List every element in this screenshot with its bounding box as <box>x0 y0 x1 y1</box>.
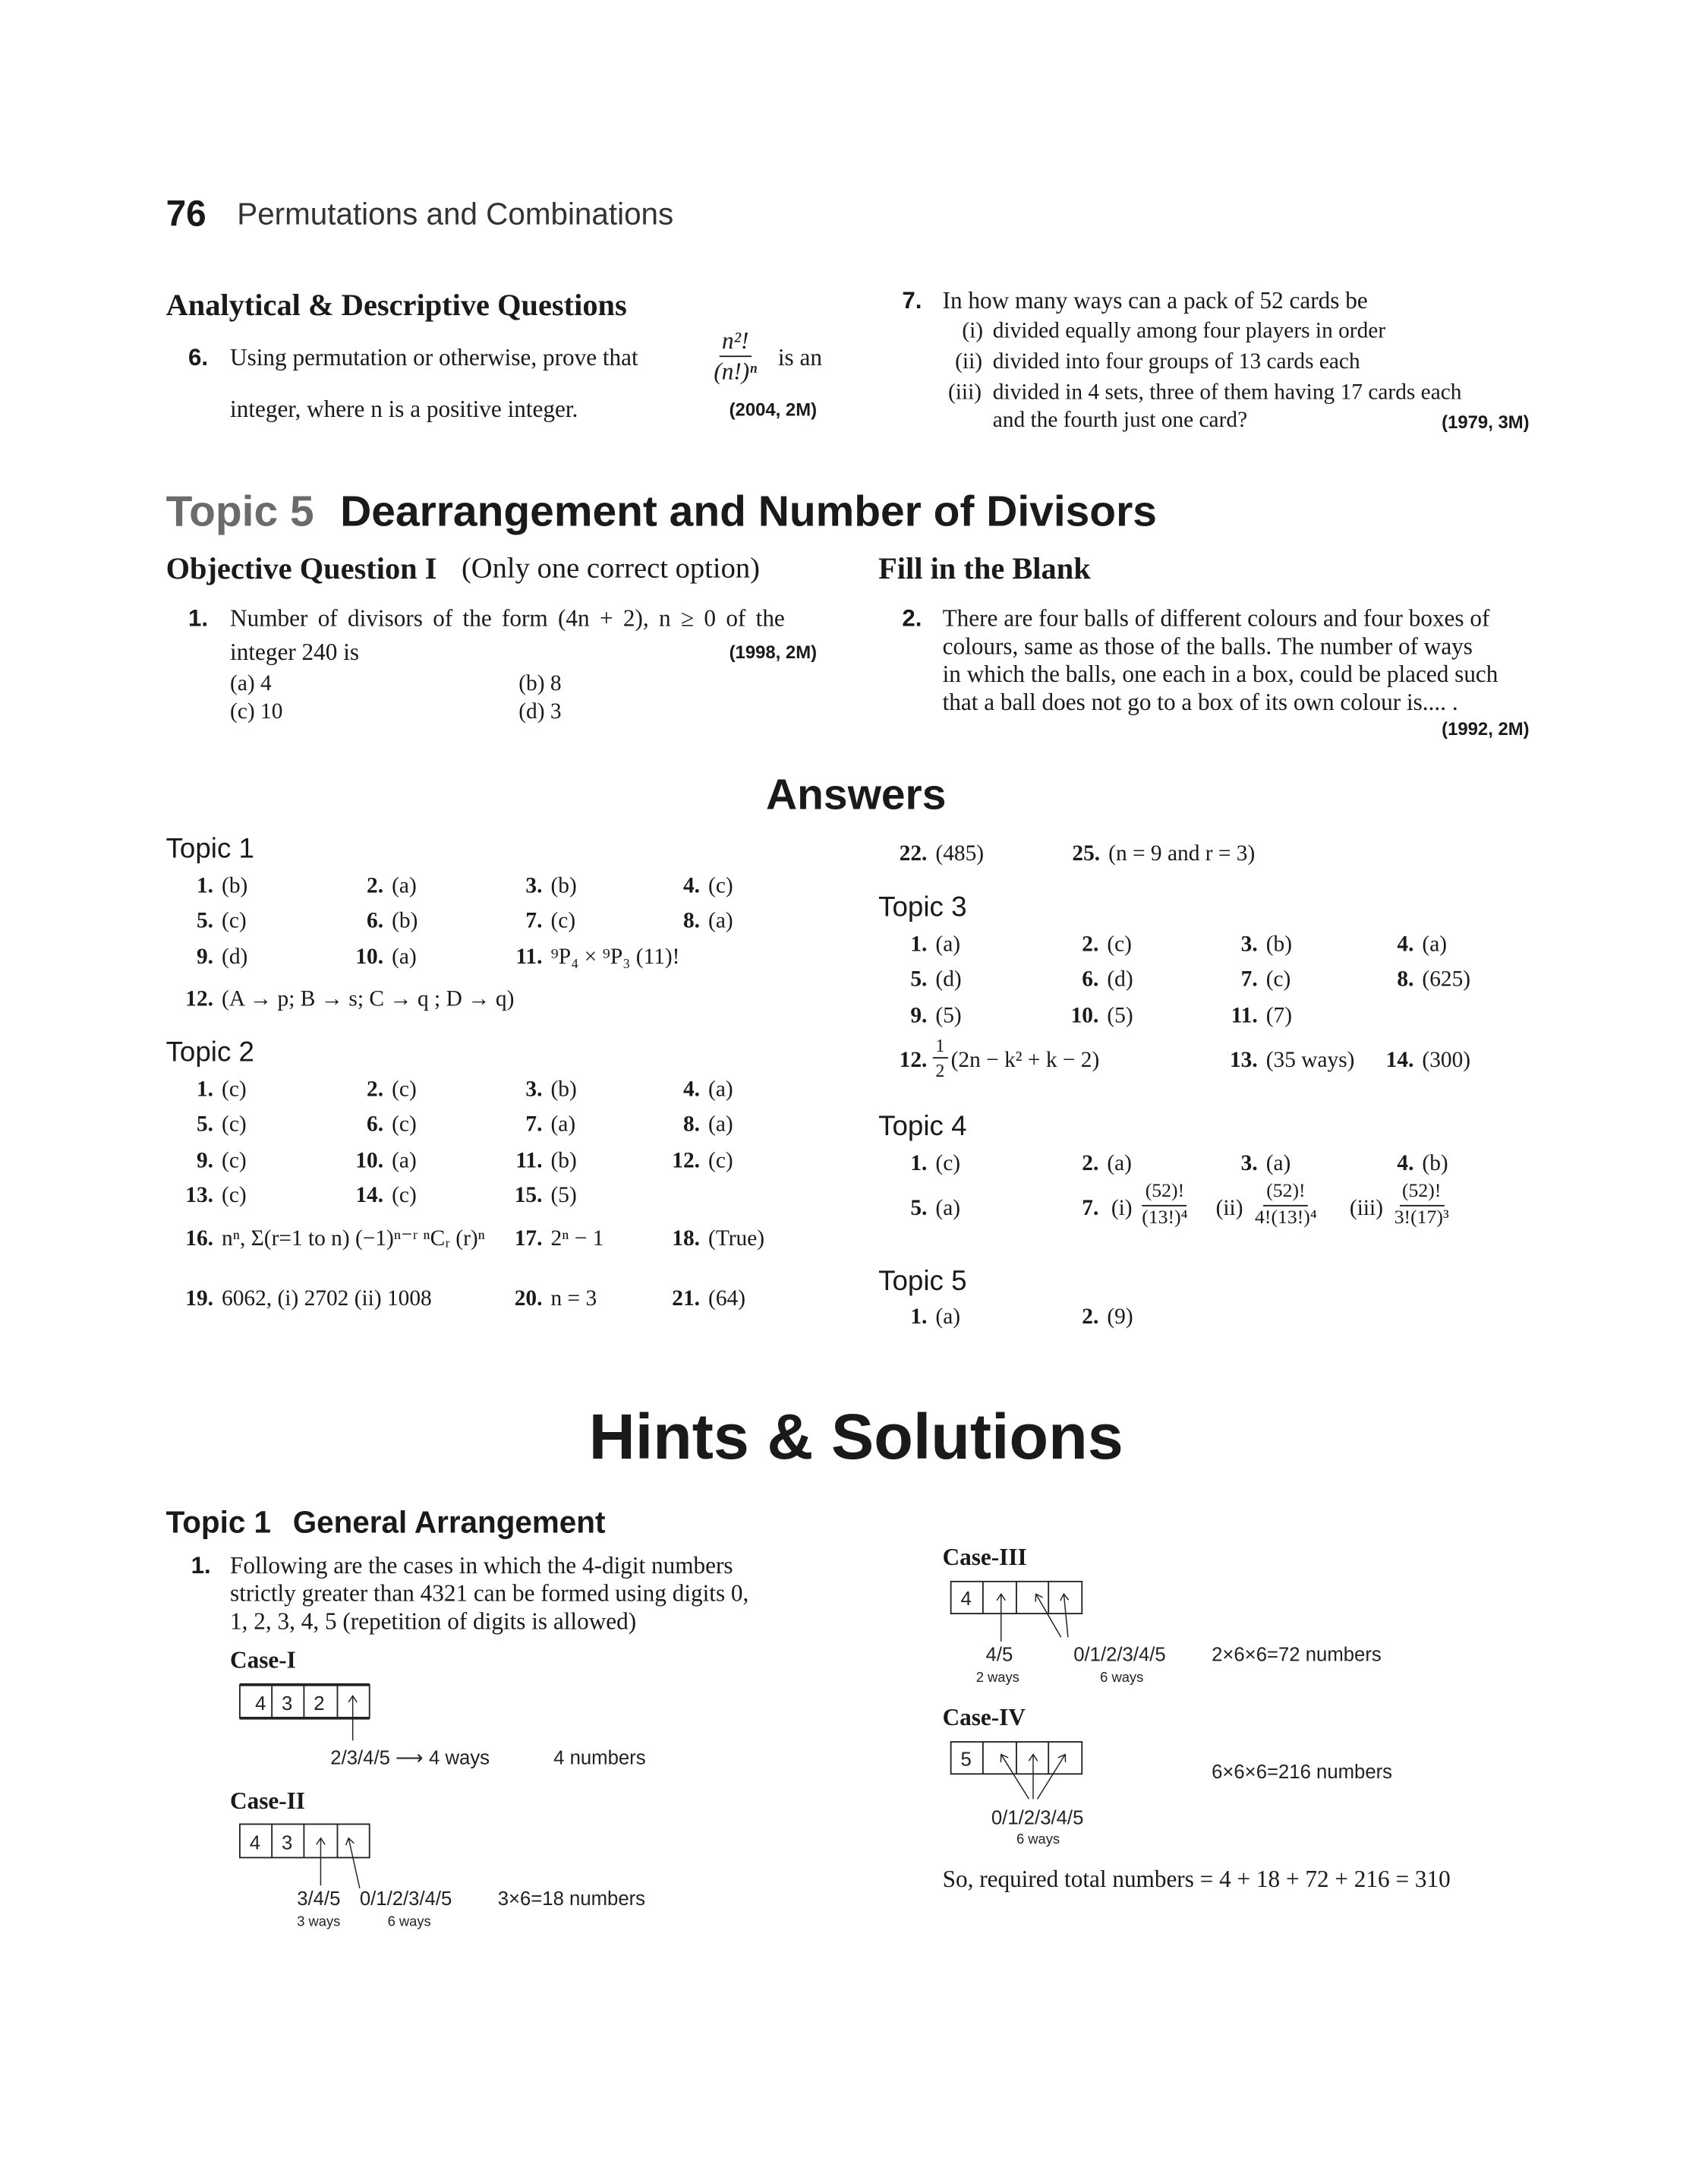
answer-value: (300) <box>1422 1049 1471 1073</box>
answer-value: (b) <box>222 874 248 898</box>
answer-value: (d) <box>935 967 962 992</box>
fraction-denominator: 4!(13!)⁴ <box>1255 1207 1317 1229</box>
answer-value: (9) <box>1107 1305 1133 1330</box>
answer-value: (b) <box>550 874 577 898</box>
part-label: (i) <box>962 319 984 343</box>
case-title: Case-IV <box>942 1704 1026 1731</box>
answer-number: 3. <box>525 874 543 898</box>
answer-value: (c) <box>1265 967 1291 992</box>
question-text: Using permutation or otherwise, prove that <box>230 344 638 371</box>
answer-number: 1. <box>196 1077 214 1102</box>
answer-value: (2n − k² + k − 2) <box>950 1049 1100 1073</box>
answer-value: n = 3 <box>550 1287 597 1311</box>
answer-value: (625) <box>1422 967 1471 992</box>
answer-number: 1. <box>910 932 928 957</box>
answer-value: (c) <box>708 874 733 898</box>
fraction-denominator: (n!)ⁿ <box>714 358 758 385</box>
ways-label: 6 ways <box>1100 1669 1144 1686</box>
answer-value: (True) <box>708 1227 765 1251</box>
digit-cell: 3 <box>282 1832 293 1854</box>
choice-label: 0/1/2/3/4/5 <box>1073 1644 1166 1666</box>
question-text: Number of divisors of the form (4n + 2), n ≥ 0 of the <box>230 605 785 633</box>
section-heading: Objective Question I <box>165 550 437 586</box>
ways-label: 3 ways <box>297 1913 341 1929</box>
topic-title: Dearrangement and Number of Divisors <box>340 487 1157 536</box>
question-number: 2. <box>902 605 922 633</box>
answers-topic-3: Topic 3 <box>878 892 967 923</box>
answer-value: (a) <box>392 1149 417 1173</box>
answer-value: (5) <box>935 1004 962 1028</box>
answer-number: 12. <box>899 1049 928 1073</box>
answer-value: (n = 9 and r = 3) <box>1108 842 1256 866</box>
answer-number: 1. <box>196 874 214 898</box>
answer-number: 9. <box>196 1149 214 1173</box>
source-tag: (1992, 2M) <box>1442 718 1530 740</box>
answer-value: (A → p; B → s; C → q ; D → q) <box>222 987 515 1011</box>
arrow-icon <box>1064 1594 1068 1637</box>
choice-label: 0/1/2/3/4/5 <box>991 1807 1084 1829</box>
answer-number: 17. <box>514 1227 543 1251</box>
option-d[interactable]: (d) 3 <box>518 700 562 724</box>
answer-number: 9. <box>910 1004 928 1028</box>
case-title: Case-II <box>230 1787 305 1815</box>
answer-number: 21. <box>672 1287 701 1311</box>
answer-number: 3. <box>1240 1152 1258 1176</box>
choice-label: 2/3/4/5 ⟶ 4 ways <box>330 1747 490 1769</box>
answer-number: 1. <box>910 1152 928 1176</box>
part-label: (i) <box>1111 1196 1133 1221</box>
answer-value: (35 ways) <box>1265 1049 1355 1073</box>
ways-label: 6 ways <box>1016 1831 1060 1847</box>
answer-number: 18. <box>672 1227 701 1251</box>
fraction-denominator: 3!(17)³ <box>1394 1207 1449 1229</box>
choice-label: 3/4/5 <box>297 1888 341 1910</box>
answer-number: 10. <box>355 1149 384 1173</box>
fraction-numerator: (52)! <box>1399 1183 1444 1207</box>
answer-number: 7. <box>1082 1196 1099 1221</box>
fraction-denominator: (13!)⁴ <box>1142 1207 1188 1229</box>
answer-number: 1. <box>910 1305 928 1330</box>
option-c[interactable]: (c) 10 <box>230 700 283 724</box>
answer-value: (c) <box>392 1077 417 1102</box>
answer-value: (a) <box>550 1112 576 1137</box>
answer-value: (a) <box>935 1196 961 1221</box>
answers-topic-4: Topic 4 <box>878 1111 967 1143</box>
digit-cell: 2 <box>314 1692 325 1715</box>
answer-number: 6. <box>1082 967 1099 992</box>
question-number: 7. <box>902 287 922 314</box>
source-tag: (2004, 2M) <box>729 399 818 420</box>
answers-heading: Answers <box>766 769 947 819</box>
fraction-numerator: (52)! <box>1264 1183 1309 1207</box>
answer-number: 7. <box>525 909 543 933</box>
answer-number: 7. <box>525 1112 543 1137</box>
answer-number: 12. <box>185 987 214 1011</box>
question-text: that a ball does not go to a box of its own colour is.... . <box>942 689 1458 716</box>
answer-number: 2. <box>1082 1152 1099 1176</box>
answer-value: (c) <box>935 1152 961 1176</box>
answer-value: (a) <box>708 1077 733 1102</box>
question-number: 6. <box>188 344 209 371</box>
digit-cell: 3 <box>282 1692 293 1715</box>
answer-value: nⁿ, Σ(r=1 to n) (−1)ⁿ⁻ʳ ⁿCᵣ (r)ⁿ <box>222 1227 485 1251</box>
answer-number: 13. <box>185 1184 214 1208</box>
answer-number: 19. <box>185 1287 214 1311</box>
answer-number: 12. <box>672 1149 701 1173</box>
answer-number: 2. <box>1082 1305 1099 1330</box>
topic-label: Topic 5 <box>165 487 314 536</box>
part-label: (iii) <box>947 380 982 405</box>
solution-text: strictly greater than 4321 can be formed using digits 0, <box>230 1579 749 1607</box>
answer-value: (a) <box>1107 1152 1132 1176</box>
answers-topic-2: Topic 2 <box>165 1037 254 1068</box>
answer-number: 2. <box>1082 932 1099 957</box>
digit-cell: 5 <box>960 1749 972 1771</box>
answer-value: (a) <box>708 909 733 933</box>
answer-value: 6062, (i) 2702 (ii) 1008 <box>222 1287 432 1311</box>
answer-number: 16. <box>185 1227 214 1251</box>
answer-value: (c) <box>222 1112 247 1137</box>
part-label: (iii) <box>1349 1196 1384 1221</box>
fraction-numerator: 1 <box>933 1036 947 1058</box>
answer-value: ⁹P₄ × ⁹P₃ (11)! <box>550 945 680 970</box>
answer-number: 4. <box>682 874 701 898</box>
answer-number: 4. <box>1397 1152 1414 1176</box>
question-number: 1. <box>188 605 209 633</box>
answer-number: 8. <box>1397 967 1414 992</box>
answer-number: 11. <box>1231 1004 1258 1028</box>
source-tag: (1979, 3M) <box>1442 411 1530 433</box>
answer-number: 20. <box>514 1287 543 1311</box>
answer-number: 6. <box>367 1112 384 1137</box>
answer-number: 11. <box>515 945 543 970</box>
solution-text: 1, 2, 3, 4, 5 (repetition of digits is allowed) <box>230 1607 637 1635</box>
answers-topic-1: Topic 1 <box>165 834 254 865</box>
answer-value: (c) <box>392 1184 417 1208</box>
answers-topic-5: Topic 5 <box>878 1266 967 1298</box>
part-text: divided in 4 sets, three of them having 17 cards each <box>992 380 1462 405</box>
answer-value: (a) <box>392 945 417 970</box>
answer-value: (b) <box>550 1149 577 1173</box>
part-text: and the fourth just one card? <box>992 409 1248 433</box>
answer-number: 8. <box>682 909 701 933</box>
part-text: divided into four groups of 13 cards each <box>992 350 1360 374</box>
question-text: is an <box>777 344 822 371</box>
part-label: (ii) <box>1215 1196 1243 1221</box>
answer-number: 3. <box>525 1077 543 1102</box>
answer-value: (64) <box>708 1287 746 1311</box>
answer-value: (c) <box>222 1184 247 1208</box>
answer-value: (b) <box>392 909 418 933</box>
answer-value: (485) <box>935 842 985 866</box>
answer-value: (a) <box>935 932 961 957</box>
answer-number: 15. <box>514 1184 543 1208</box>
digit-cell: 4 <box>255 1692 266 1715</box>
choice-label: 0/1/2/3/4/5 <box>359 1888 452 1910</box>
topic-label: Topic 1 <box>165 1504 272 1540</box>
answer-number: 5. <box>196 1112 214 1137</box>
answer-value: (c) <box>550 909 576 933</box>
chapter-title: Permutations and Combinations <box>237 196 674 232</box>
option-a[interactable]: (a) 4 <box>230 672 272 696</box>
result-label: 6×6×6=216 numbers <box>1212 1761 1393 1783</box>
answer-value: (a) <box>708 1112 733 1137</box>
answer-value: (c) <box>222 909 247 933</box>
result-label: 3×6=18 numbers <box>497 1888 646 1910</box>
answer-number: 10. <box>355 945 384 970</box>
ways-label: 6 ways <box>387 1913 431 1929</box>
question-text: colours, same as those of the balls. The number of ways <box>942 633 1473 660</box>
digit-cell: 4 <box>249 1832 261 1854</box>
answer-value: (b) <box>1265 932 1292 957</box>
answer-number: 8. <box>682 1112 701 1137</box>
arrow-icon <box>348 1838 360 1888</box>
question-text: There are four balls of different colours and four boxes of <box>942 605 1490 633</box>
digit-cell: 4 <box>960 1588 972 1610</box>
answer-value: (a) <box>392 874 417 898</box>
topic-title: General Arrangement <box>292 1504 606 1540</box>
answer-value: (a) <box>1265 1152 1291 1176</box>
answer-value: (7) <box>1265 1004 1292 1028</box>
case-title: Case-I <box>230 1647 296 1674</box>
part-text: divided equally among four players in order <box>992 319 1386 343</box>
solution-text: Following are the cases in which the 4-digit numbers <box>230 1552 733 1579</box>
answer-value: (a) <box>1422 932 1448 957</box>
source-tag: (1998, 2M) <box>729 641 818 663</box>
answer-value: (5) <box>1107 1004 1133 1028</box>
question-text: integer 240 is <box>230 639 360 666</box>
answer-value: (c) <box>1107 932 1132 957</box>
fraction-numerator: n²! <box>719 329 752 357</box>
answer-value: (c) <box>392 1112 417 1137</box>
answer-value: (c) <box>708 1149 733 1173</box>
result-label: 4 numbers <box>553 1747 646 1769</box>
answer-number: 7. <box>1240 967 1258 992</box>
answer-number: 11. <box>515 1149 543 1173</box>
answer-value: (b) <box>550 1077 577 1102</box>
ways-label: 2 ways <box>975 1669 1019 1686</box>
answer-number: 14. <box>1385 1049 1414 1073</box>
answer-number: 22. <box>899 842 928 866</box>
part-label: (ii) <box>955 350 983 374</box>
answer-number: 4. <box>682 1077 701 1102</box>
answer-number: 5. <box>910 967 928 992</box>
question-text: in which the balls, one each in a box, could be placed such <box>942 661 1498 688</box>
answer-number: 25. <box>1072 842 1101 866</box>
answer-value: (5) <box>550 1184 577 1208</box>
page-number: 76 <box>165 192 206 235</box>
answer-number: 5. <box>910 1196 928 1221</box>
section-note: (Only one correct option) <box>461 550 761 585</box>
answer-value: (b) <box>1422 1152 1448 1176</box>
choice-label: 4/5 <box>985 1644 1013 1666</box>
answer-value: (d) <box>222 945 248 970</box>
arrow-icon <box>1038 1755 1066 1800</box>
solution-total: So, required total numbers = 4 + 18 + 72 + 216 = 310 <box>942 1866 1451 1893</box>
answer-number: 14. <box>355 1184 384 1208</box>
answer-number: 2. <box>367 874 384 898</box>
answer-number: 9. <box>196 945 214 970</box>
analytical-heading: Analytical & Descriptive Questions <box>165 287 627 323</box>
question-text: integer, where n is a positive integer. <box>230 396 578 423</box>
arrow-icon <box>1001 1755 1029 1800</box>
fraction-denominator: 2 <box>935 1059 945 1081</box>
question-text: In how many ways can a pack of 52 cards be <box>942 287 1368 314</box>
answer-value: (a) <box>935 1305 961 1330</box>
answer-number: 13. <box>1229 1049 1258 1073</box>
answer-number: 3. <box>1240 932 1258 957</box>
case-title: Case-III <box>942 1544 1027 1571</box>
answer-number: 5. <box>196 909 214 933</box>
question-number: 1. <box>191 1552 211 1579</box>
result-label: 2×6×6=72 numbers <box>1212 1644 1382 1666</box>
answer-value: 2ⁿ − 1 <box>550 1227 604 1251</box>
option-b[interactable]: (b) 8 <box>518 672 562 696</box>
answer-number: 6. <box>367 909 384 933</box>
answer-value: (d) <box>1107 967 1133 992</box>
answer-number: 2. <box>367 1077 384 1102</box>
answer-value: (c) <box>222 1149 247 1173</box>
answer-number: 4. <box>1397 932 1414 957</box>
answer-number: 10. <box>1070 1004 1099 1028</box>
answer-value: (c) <box>222 1077 247 1102</box>
solutions-heading: Hints & Solutions <box>588 1400 1123 1473</box>
section-heading: Fill in the Blank <box>878 550 1091 586</box>
fraction-numerator: (52)! <box>1142 1183 1187 1207</box>
